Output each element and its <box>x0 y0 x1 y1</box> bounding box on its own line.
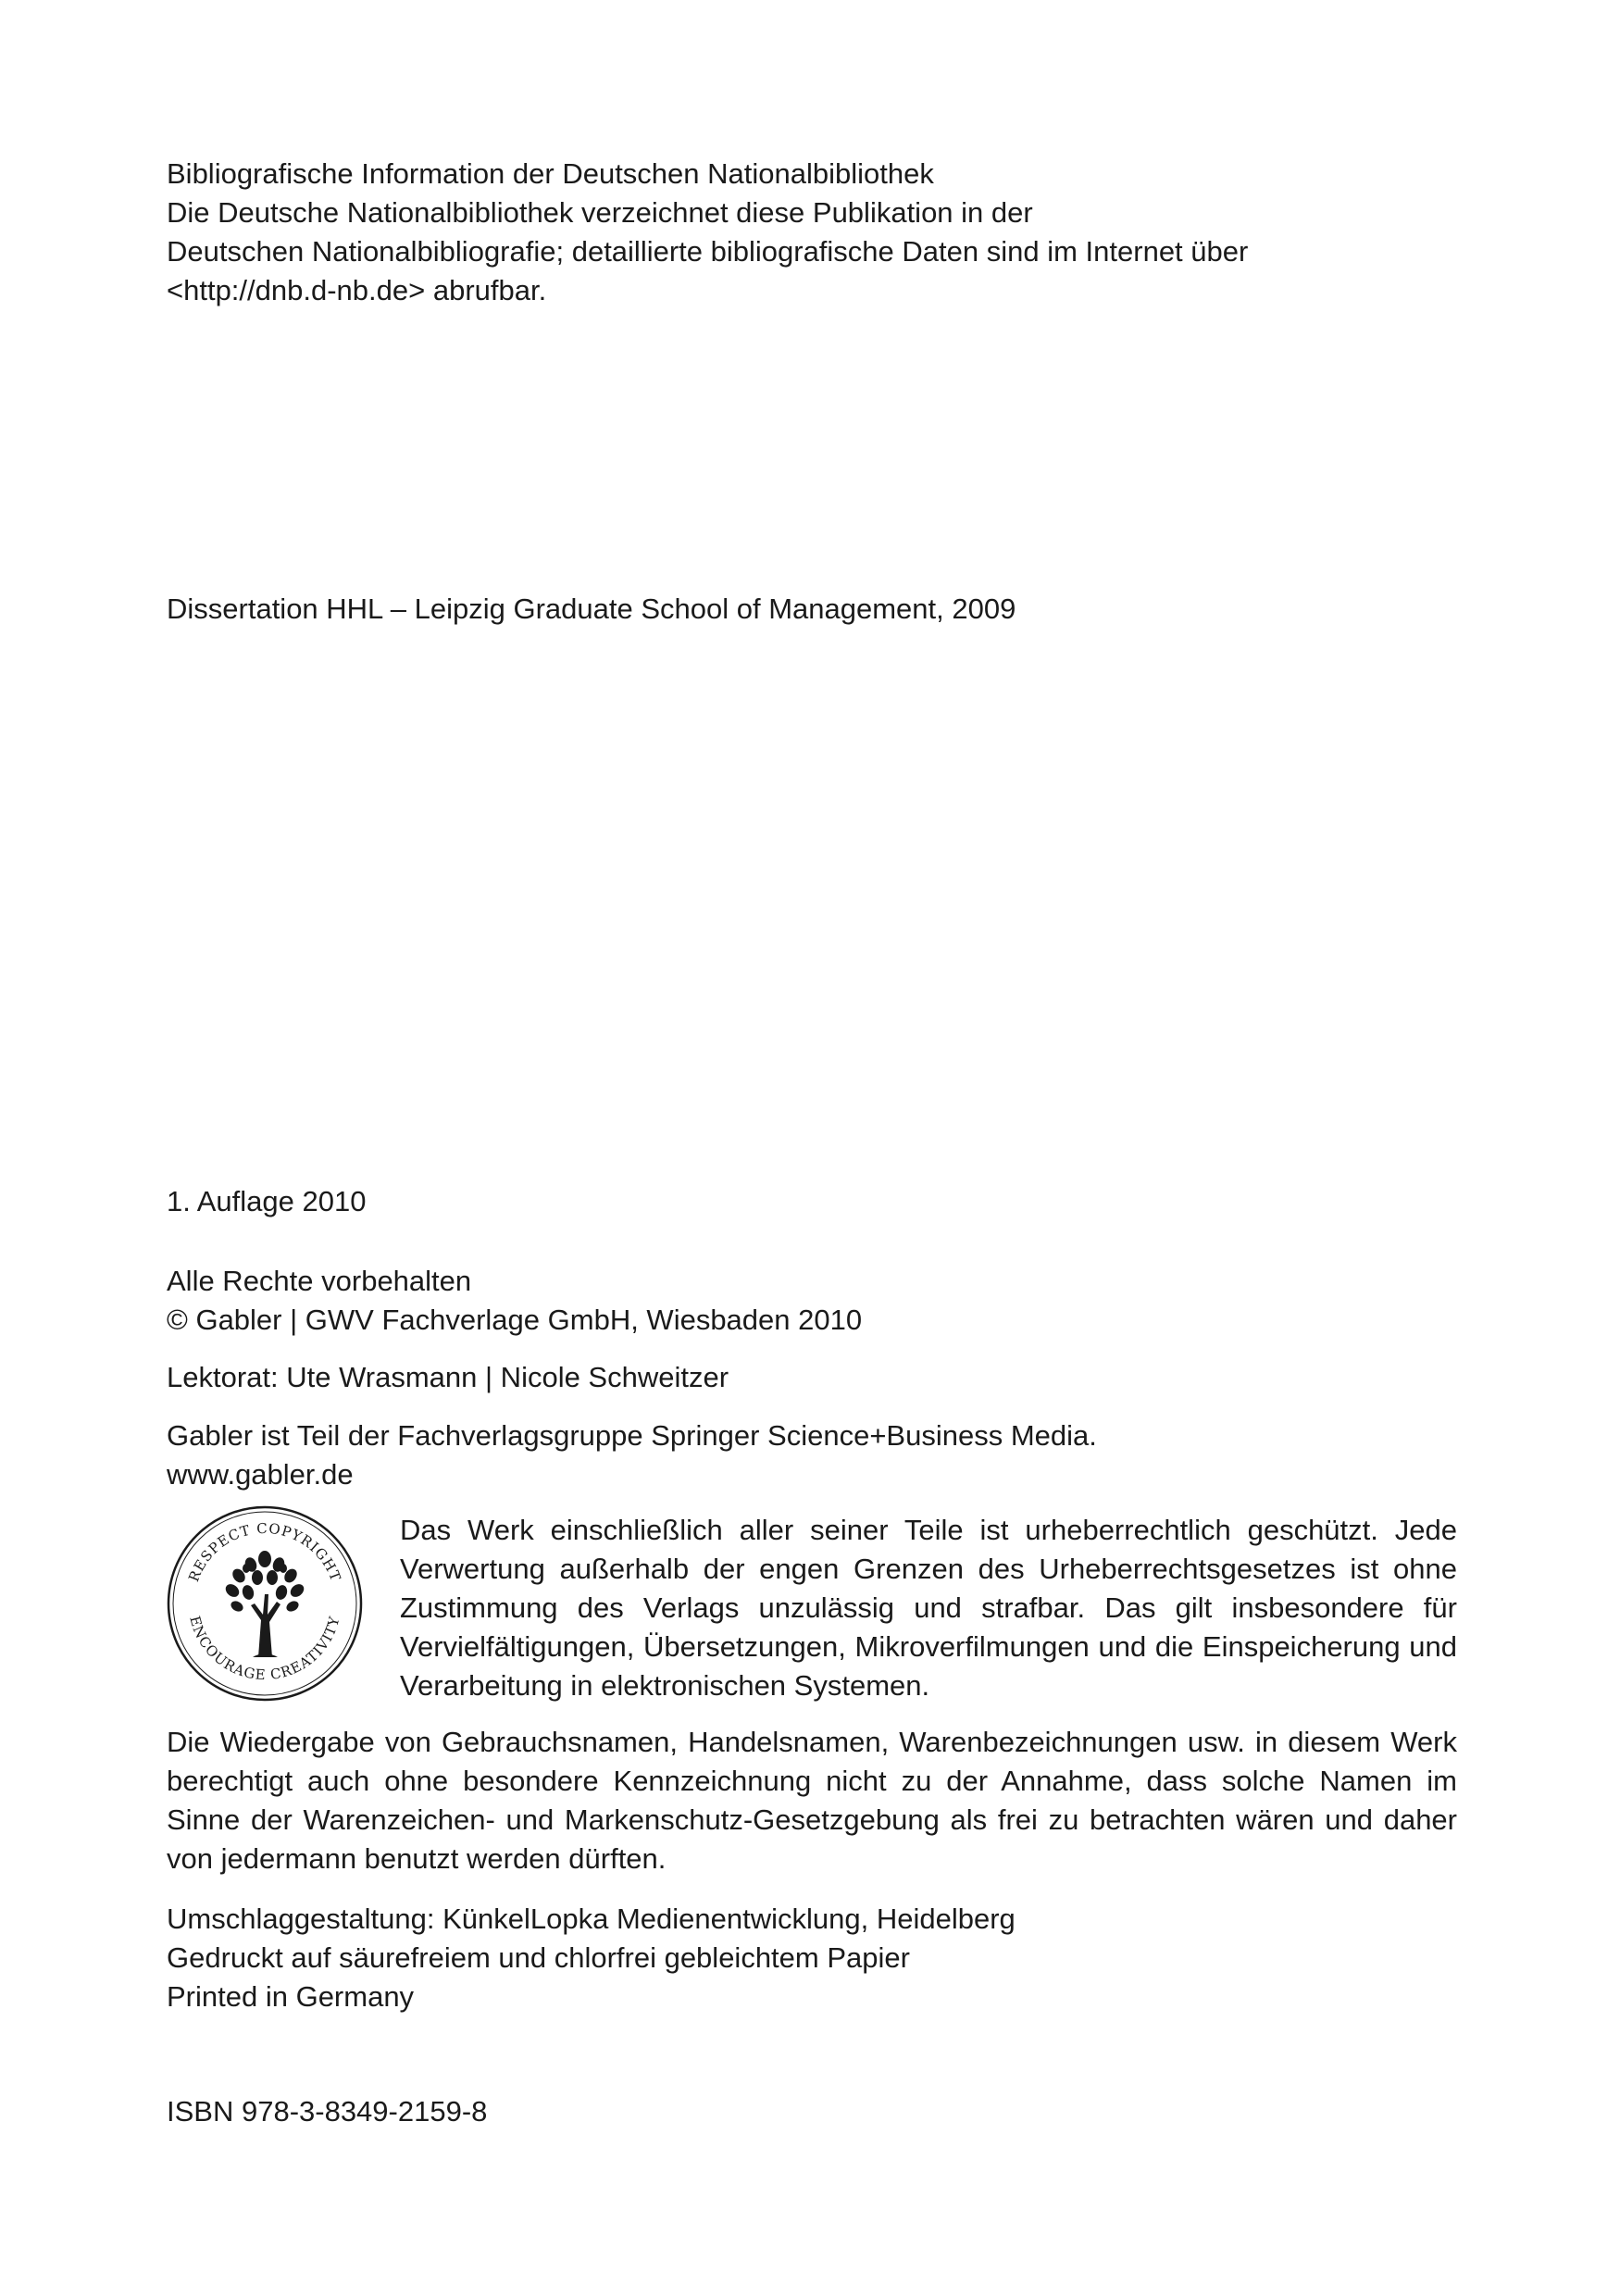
bibliographic-line: Deutschen Nationalbibliografie; detaillierte bibliografische Daten sind im Internet über <box>167 235 1249 268</box>
respect-copyright-seal <box>163 1502 367 1705</box>
publisher-website: www.gabler.de <box>167 1458 354 1491</box>
printed-in: Printed in Germany <box>167 1980 415 2013</box>
cover-design: Umschlaggestaltung: KünkelLopka Medienentwicklung, Heidelberg <box>167 1903 1016 1935</box>
bibliographic-line: Bibliografische Information der Deutschen Nationalbibliothek <box>167 157 934 190</box>
publisher-group: Gabler ist Teil der Fachverlagsgruppe Springer Science+Business Media. <box>167 1419 1097 1452</box>
copyright-notice: Das Werk einschließlich aller seiner Teile ist urheberrechtlich geschützt. Jede Verwertung außerhalb der engen Grenzen des Urheberrechtsgesetzes ist ohne Zustimmung des Verlags unzulässig und strafbar. Das gilt insbesondere für Vervielfältigungen, Übersetzungen, Mikroverfilmungen und die Einspeicherung und Verarbeitung in elektronischen Systemen. <box>400 1514 1457 1702</box>
seal-bottom-text: ENCOURAGE CREATIVITY <box>186 1614 343 1684</box>
editors-info <box>167 1358 729 1397</box>
bibliographic-line: <http://dnb.d-nb.de> abrufbar. <box>167 274 547 306</box>
production-info <box>167 1900 1016 2016</box>
publisher-info <box>167 1416 1097 1494</box>
trademark-notice: Die Wiedergabe von Gebrauchsnamen, Handelsnamen, Warenbezeichnungen usw. in diesem Werk berechtigt auch ohne besondere Kennzeichnung nicht zu der Annahme, dass solche Namen im Sinne der Warenzeichen- und Markenschutz-Gesetzgebung als frei zu betrachten wären und daher von jedermann benutzt werden dürften. <box>167 1726 1457 1875</box>
tree-icon <box>223 1551 306 1657</box>
isbn <box>167 2092 487 2131</box>
editors-text: Lektorat: Ute Wrasmann | Nicole Schweitzer <box>167 1361 729 1393</box>
edition-text: 1. Auflage 2010 <box>167 1185 367 1217</box>
copyright-holder: © Gabler | GWV Fachverlage GmbH, Wiesbaden 2010 <box>167 1304 863 1336</box>
bibliographic-line: Die Deutsche Nationalbibliothek verzeichnet diese Publikation in der <box>167 196 1033 229</box>
rights-reserved: Alle Rechte vorbehalten <box>167 1265 472 1297</box>
edition-info <box>167 1182 366 1221</box>
seal-top-text: RESPECT COPYRIGHT <box>185 1519 344 1585</box>
isbn-text: ISBN 978-3-8349-2159-8 <box>167 2095 488 2128</box>
bibliographic-info <box>167 155 1248 310</box>
rights-info <box>167 1262 862 1340</box>
dissertation-text: Dissertation HHL – Leipzig Graduate School of Management, 2009 <box>167 593 1016 625</box>
dissertation-note <box>167 590 1016 629</box>
paper-info: Gedruckt auf säurefreiem und chlorfrei gebleichtem Papier <box>167 1941 910 1974</box>
